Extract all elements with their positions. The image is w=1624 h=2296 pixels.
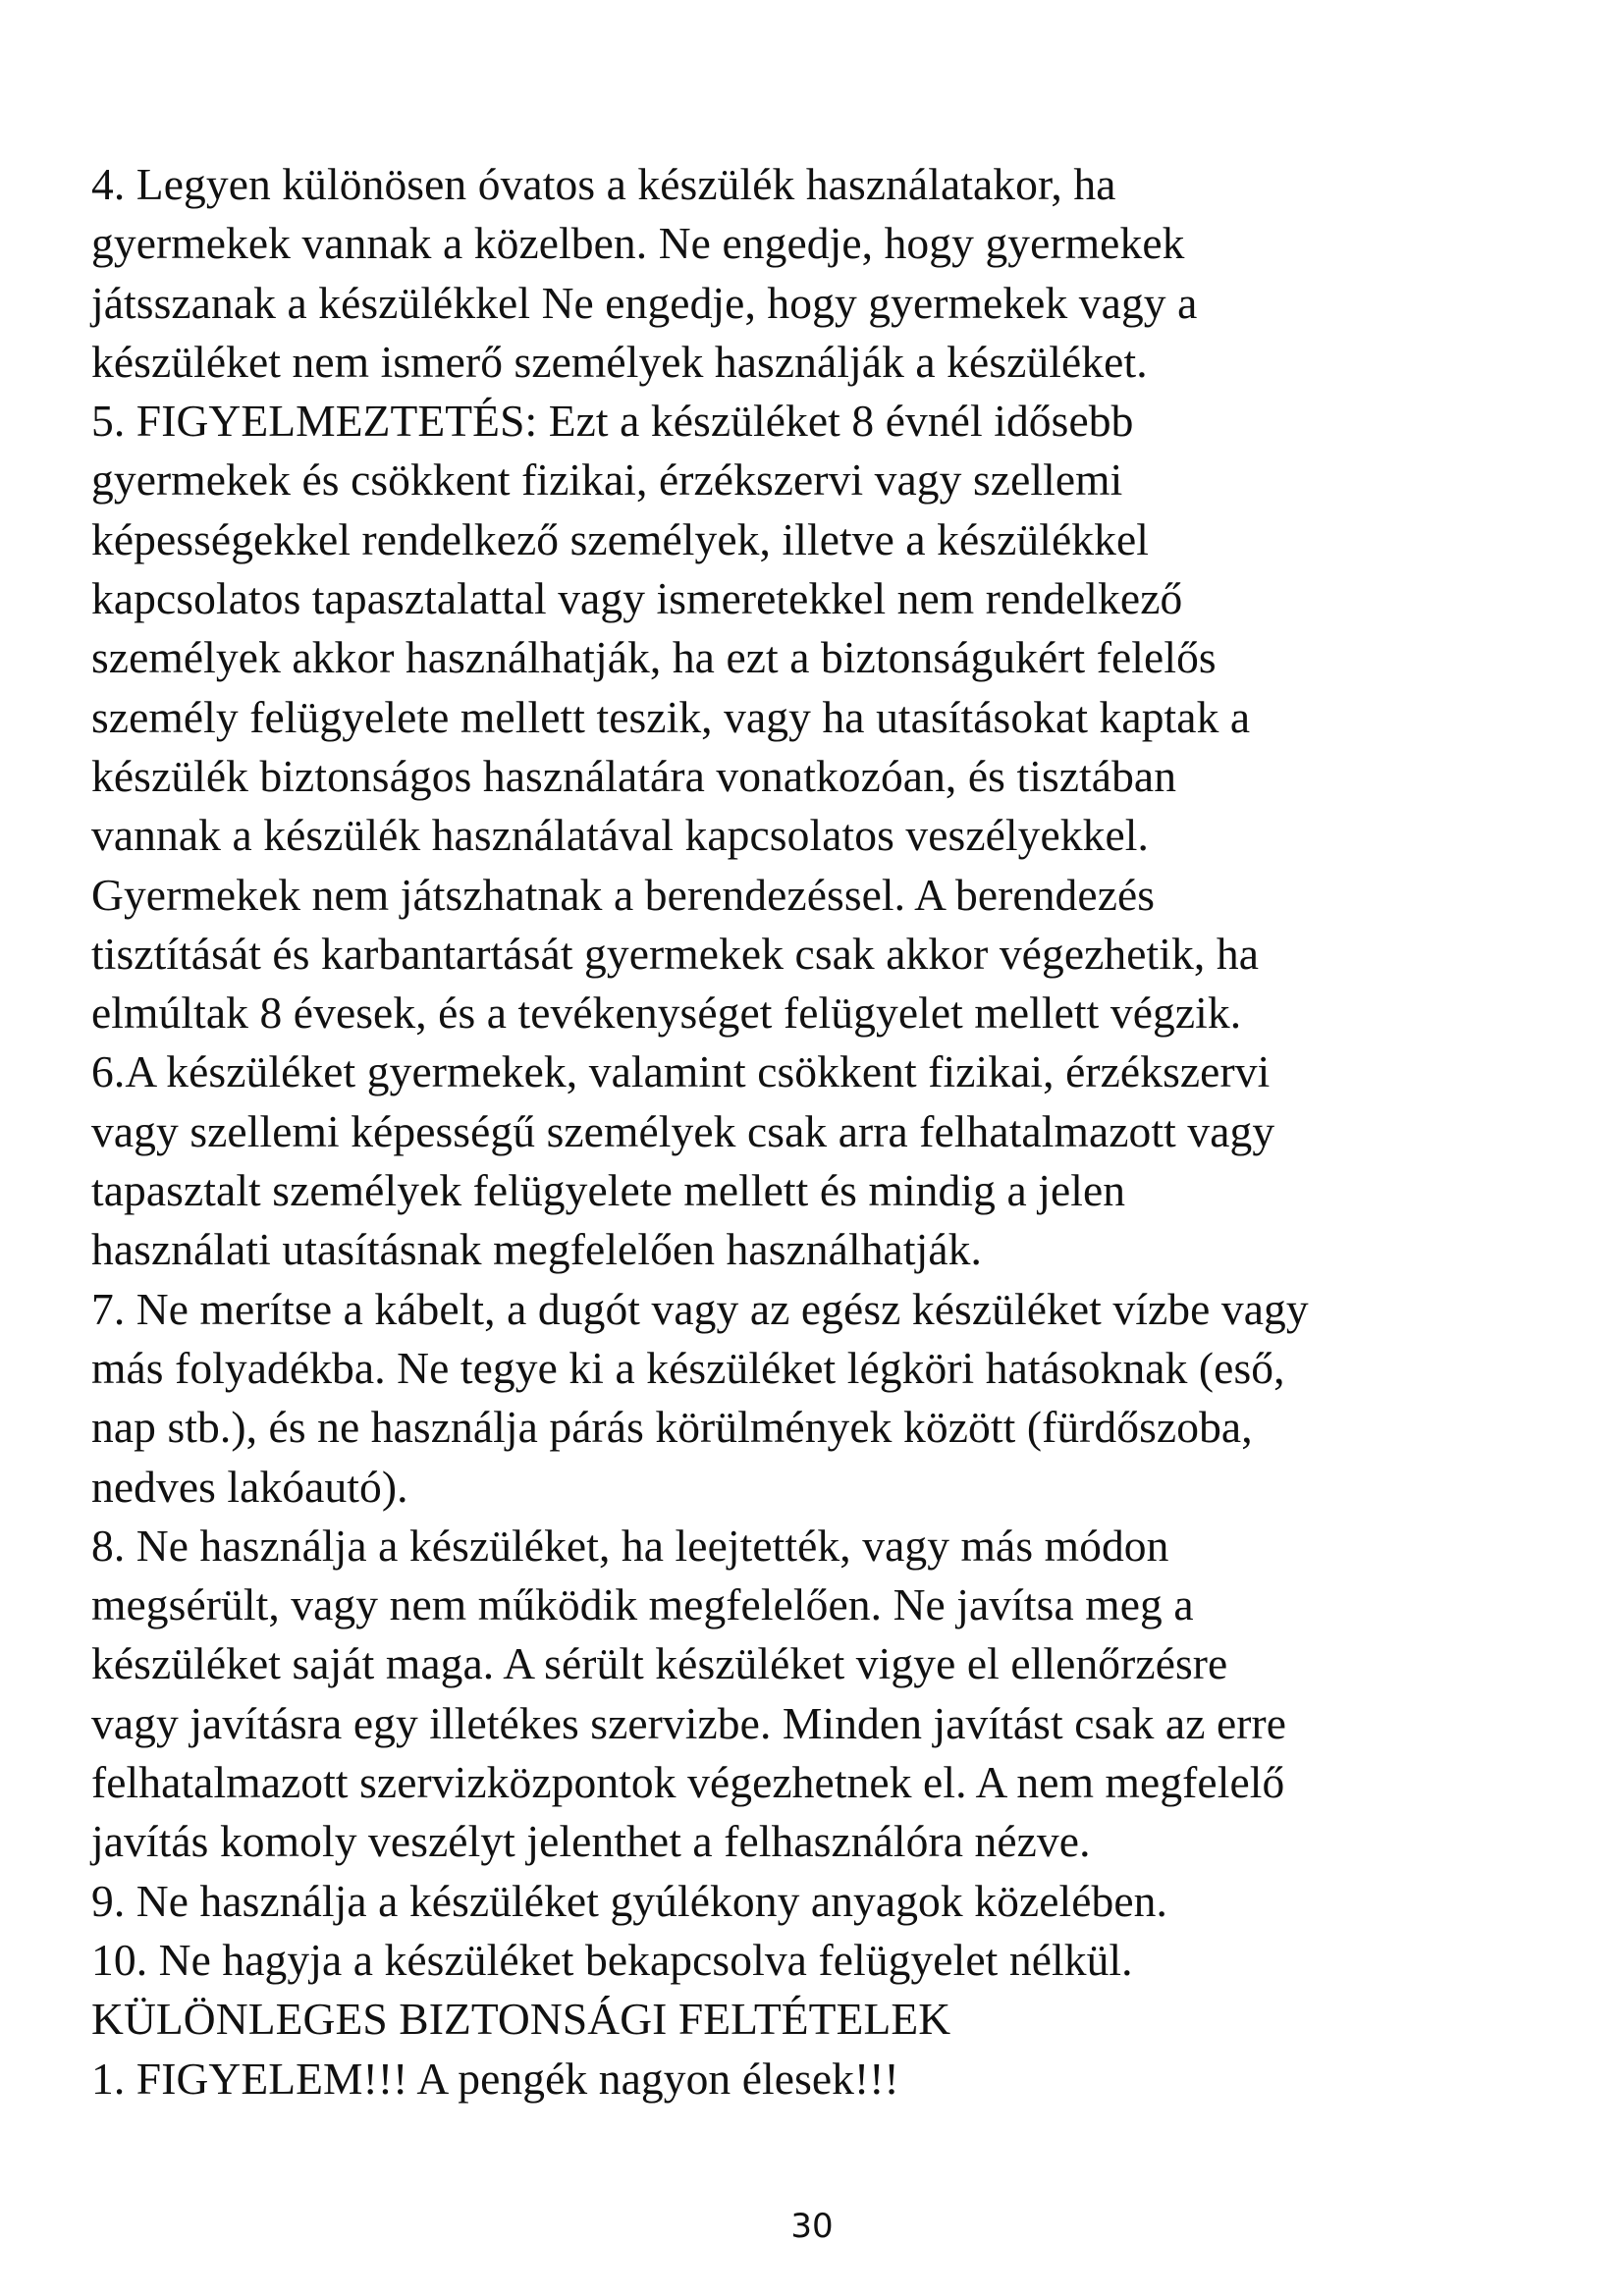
text-line: vagy javításra egy illetékes szervizbe. Minden javítást csak az erre bbox=[91, 1697, 1287, 1748]
text-line: 8. Ne használja a készüléket, ha leejtették, vagy más módon bbox=[91, 1520, 1169, 1571]
text-line: 9. Ne használja a készüléket gyúlékony anyagok közelében. bbox=[91, 1875, 1168, 1926]
text-line: Gyermekek nem játszhatnak a berendezéssel. A berendezés bbox=[91, 869, 1156, 920]
text-line: más folyadékba. Ne tegye ki a készüléket légköri hatásoknak (eső, bbox=[91, 1342, 1285, 1393]
text-line: 4. Legyen különösen óvatos a készülék használatakor, ha bbox=[91, 159, 1116, 209]
text-line: 7. Ne merítse a kábelt, a dugót vagy az egész készüléket vízbe vagy bbox=[91, 1283, 1309, 1334]
text-line: használati utasításnak megfelelően használhatják. bbox=[91, 1224, 982, 1275]
text-line: képességekkel rendelkező személyek, illetve a készülékkel bbox=[91, 513, 1149, 564]
text-line: vagy szellemi képességű személyek csak arra felhatalmazott vagy bbox=[91, 1105, 1275, 1156]
text-line: gyermekek és csökkent fizikai, érzékszervi vagy szellemi bbox=[91, 454, 1123, 506]
text-line: nap stb.), és ne használja párás körülmények között (fürdőszoba, bbox=[91, 1402, 1253, 1453]
text-line: gyermekek vannak a közelben. Ne engedje, hogy gyermekek bbox=[91, 218, 1185, 269]
page-number: 30 bbox=[790, 2207, 834, 2246]
text-line: 5. FIGYELMEZTETÉS: Ezt a készüléket 8 évnél idősebb bbox=[91, 396, 1134, 447]
text-line: 6.A készüléket gyermekek, valamint csökkent fizikai, érzékszervi bbox=[91, 1046, 1271, 1097]
text-line: tapasztalt személyek felügyelete mellett és mindig a jelen bbox=[91, 1165, 1126, 1216]
text-line: elmúltak 8 évesek, és a tevékenységet felügyelet mellett végzik. bbox=[91, 988, 1242, 1039]
text-line: 1. FIGYELEM!!! A pengék nagyon élesek!!! bbox=[91, 2053, 899, 2104]
text-line: játsszanak a készülékkel Ne engedje, hogy gyermekek vagy a bbox=[91, 277, 1198, 328]
text-line: tisztítását és karbantartását gyermekek csak akkor végezhetik, ha bbox=[91, 928, 1259, 979]
text-line: készüléket saját maga. A sérült készüléket vigye el ellenőrzésre bbox=[91, 1638, 1228, 1689]
text-line: javítás komoly veszélyt jelenthet a felhasználóra nézve. bbox=[91, 1816, 1091, 1867]
text-line: személy felügyelete mellett teszik, vagy ha utasításokat kaptak a bbox=[91, 691, 1251, 742]
text-line: kapcsolatos tapasztalattal vagy ismeretekkel nem rendelkező bbox=[91, 573, 1183, 624]
text-line: megsérült, vagy nem működik megfelelően. Ne javítsa meg a bbox=[91, 1579, 1194, 1630]
text-line: készüléket nem ismerő személyek használják a készüléket. bbox=[91, 336, 1148, 387]
section-heading: KÜLÖNLEGES BIZTONSÁGI FELTÉTELEK bbox=[91, 1994, 951, 2045]
text-line: személyek akkor használhatják, ha ezt a biztonságukért felelős bbox=[91, 632, 1217, 683]
text-line: nedves lakóautó). bbox=[91, 1461, 408, 1512]
text-line: készülék biztonságos használatára vonatkozóan, és tisztában bbox=[91, 750, 1177, 801]
text-line: felhatalmazott szervizközpontok végezhetnek el. A nem megfelelő bbox=[91, 1757, 1285, 1808]
text-line: 10. Ne hagyja a készüléket bekapcsolva felügyelet nélkül. bbox=[91, 1934, 1133, 1985]
document-body bbox=[91, 155, 1544, 2109]
text-line: vannak a készülék használatával kapcsolatos veszélyekkel. bbox=[91, 810, 1150, 861]
